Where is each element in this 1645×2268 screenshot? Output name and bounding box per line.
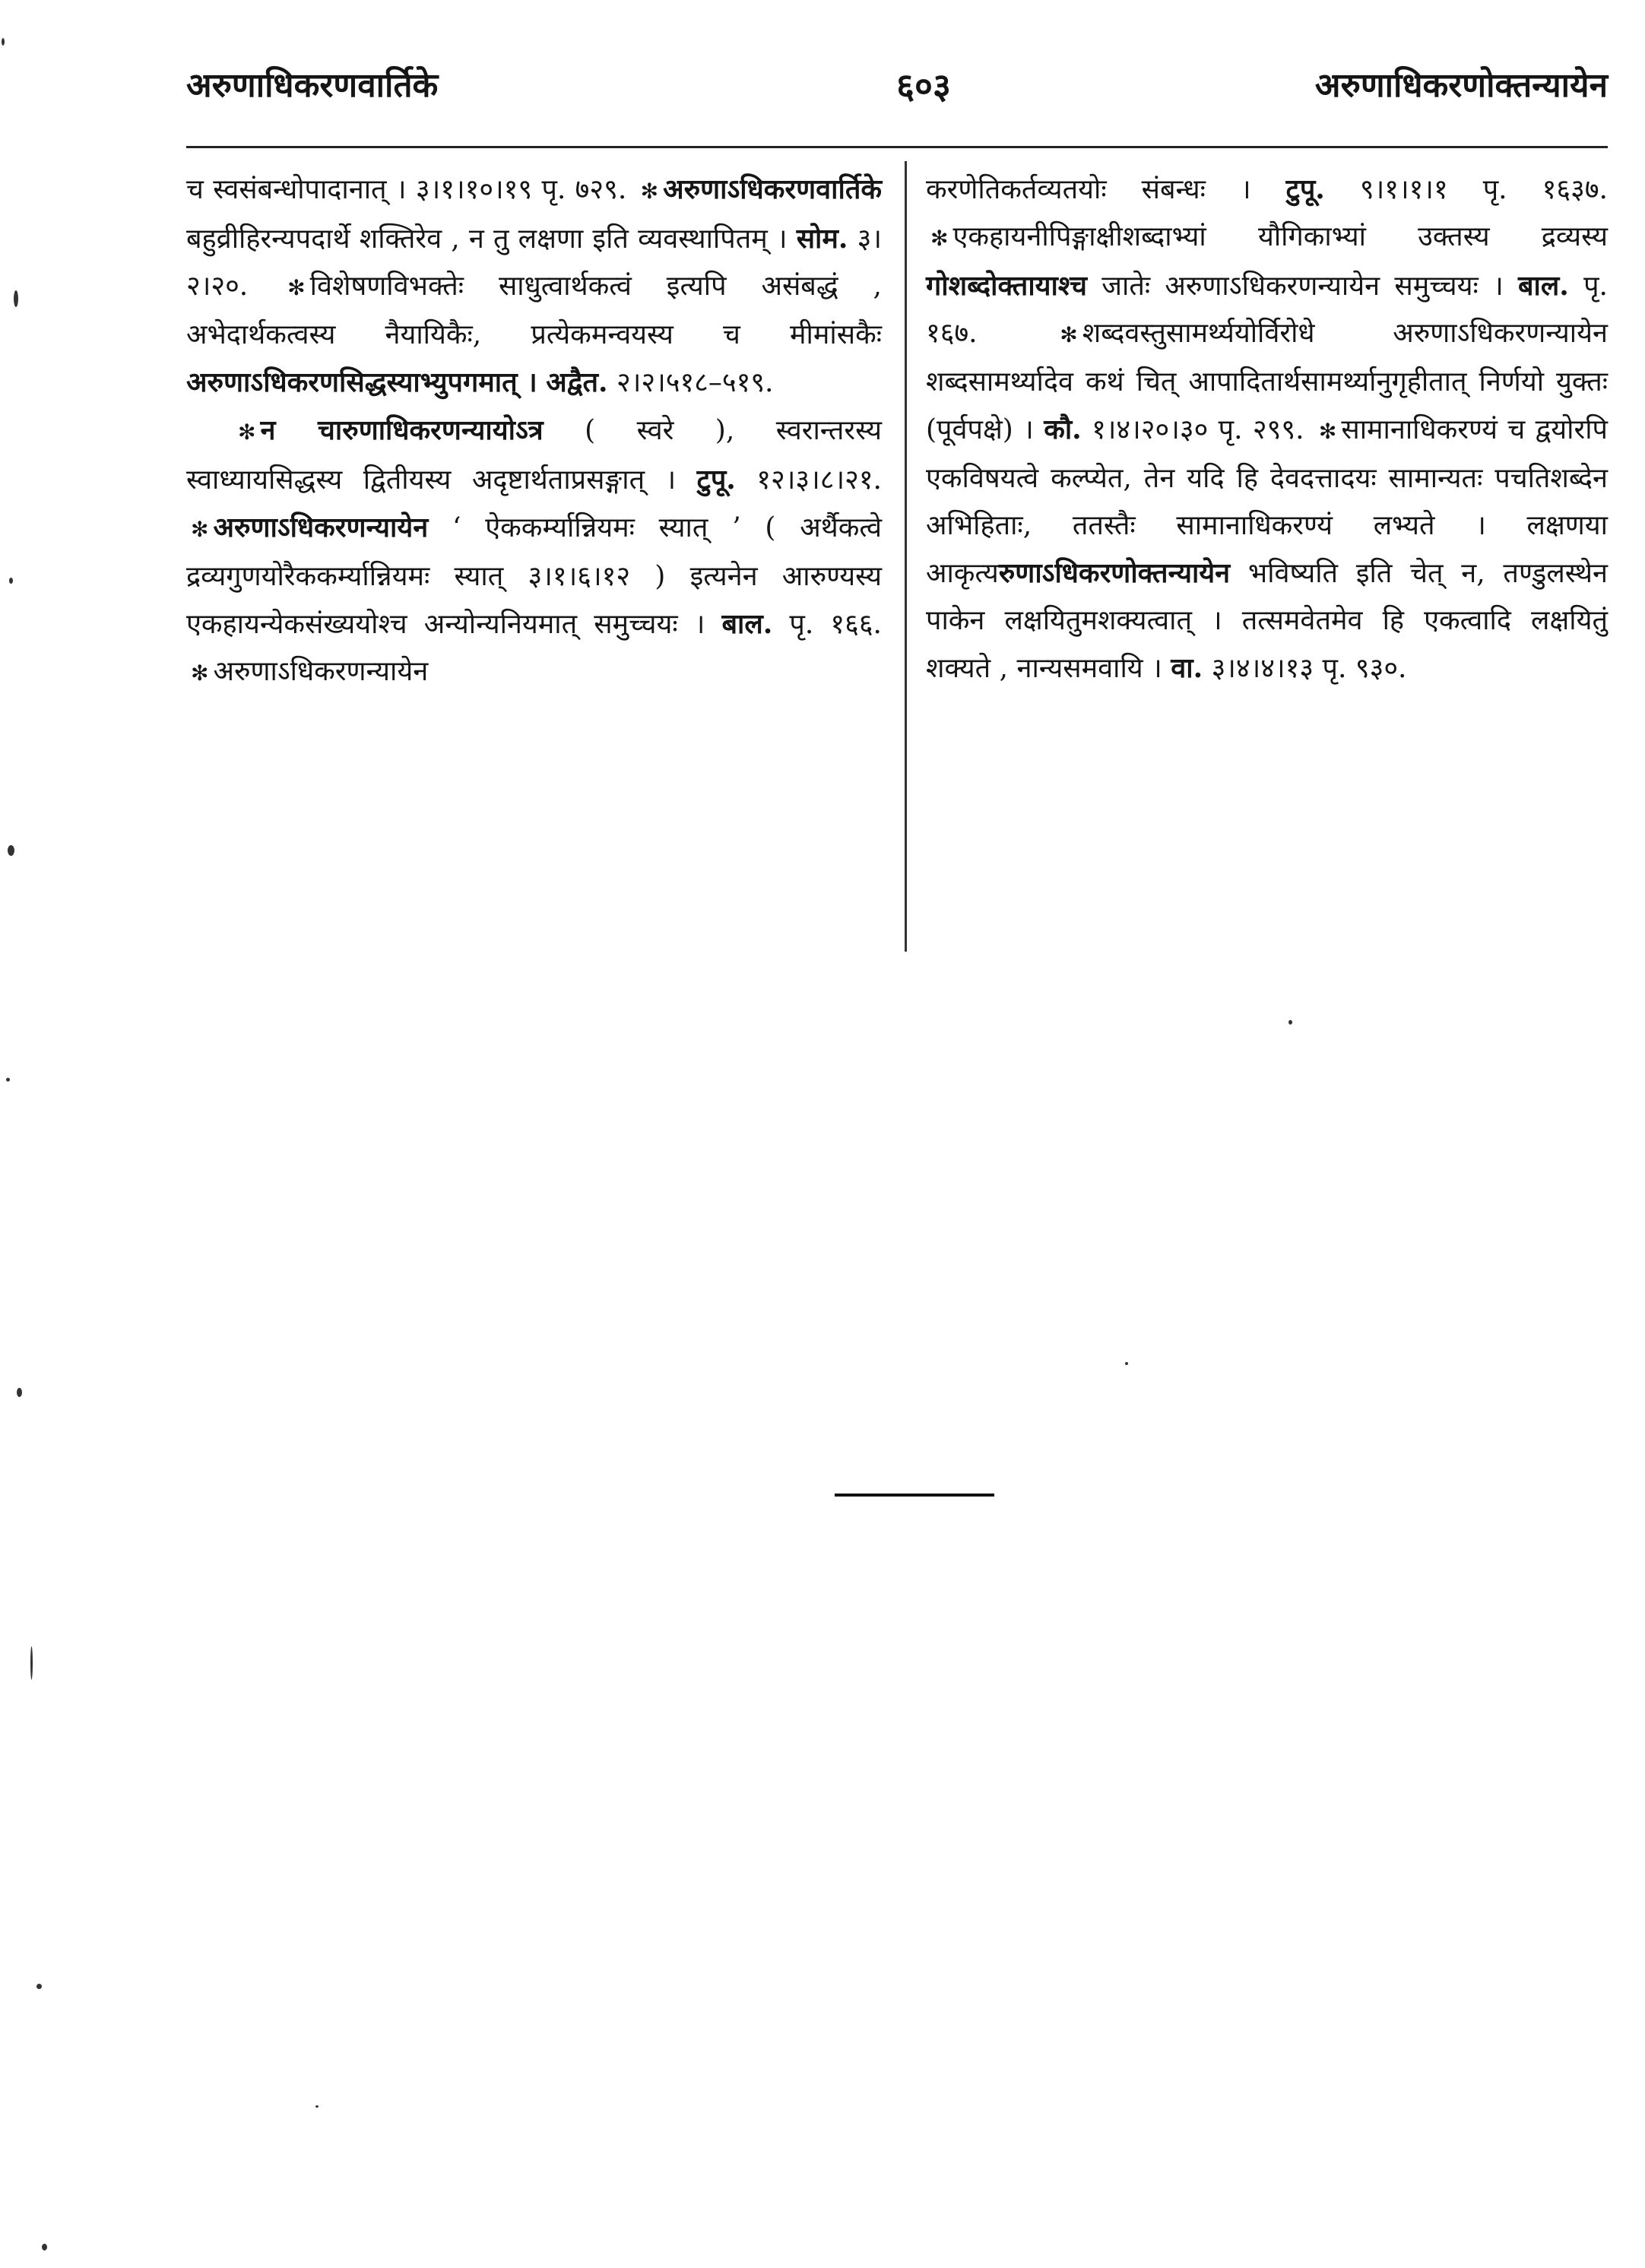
scan-speck — [8, 845, 14, 856]
text-segment: ‘ ऐककर्म्यान्नियमः स्यात् ’ ( अर्थैकत्वे द्रव्यगुणयोरैककर्म्यान्नियमः स्यात् ३।१।६।१२ ) इत्यनेन आरुण्यस्य एकहायन्येकसंख्ययोश्च अन्योन्यनियमात् समुच्चयः । — [186, 512, 882, 640]
scan-speck — [2, 38, 5, 46]
text-segment: भविष्यति इति चेत् न, तण्डुलस्थेन पाकेन लक्षयितुमशक्यत्वात् । तत्समवेतमेव हि एकत्वादि लक्षयितुं शक्यते , नान्यसमवायि । — [926, 558, 1608, 684]
source-abbrev: सोम. — [796, 223, 848, 255]
text-segment: च स्वसंबन्धोपादानात् । ३।१।१०।१९ पृ. ७२९. — [186, 174, 627, 205]
header-left-title: अरुणाधिकरणवार्तिके — [186, 66, 439, 105]
header-rule — [186, 146, 1608, 148]
asterism-icon: ✻ — [287, 275, 306, 300]
text-segment: एकहायनीपिङ्गाक्षीशब्दाभ्यां यौगिकाभ्यां उक्तस्य द्रव्यस्य — [952, 221, 1608, 252]
source-abbrev: टुपू. — [1285, 173, 1325, 205]
scan-speck — [14, 290, 18, 307]
scan-speck — [36, 1984, 42, 1989]
scan-speck — [30, 1646, 33, 1680]
scan-speck — [1288, 1020, 1292, 1025]
text-segment: ( स्वरे ), स्वरान्तरस्य स्वाध्यायसिद्धस्य द्वितीयस्य अदृष्टार्थताप्रसङ्गात् । — [186, 415, 882, 496]
text-segment: सामानाधिकरण्यं च द्वयोरपि एकविषयत्वे कल्प्येत, तेन यदि हि देवदत्तादयः सामान्यतः पचतिशब्देन अभिहिताः, ततस्तैः सामानाधिकरण्यं लभ्यते । लक्षणया आकृत्य — [926, 414, 1608, 589]
text-segment: अरुणाऽधिकरणन्यायेन — [213, 656, 429, 687]
left-paragraph-2 — [186, 407, 882, 697]
asterism-icon: ✻ — [191, 517, 209, 542]
text-segment: शब्दवस्तुसामर्थ्ययोर्विरोधे अरुणाऽधिकरणन्यायेन शब्दसामर्थ्यादेव कथं चित् आपादितार्थसामर्थ्यानुगृहीतात् निर्णयो युक्तः (पूर्वपक्षे) । — [926, 318, 1608, 445]
bold-term: अरुणाऽधिकरणवार्तिके — [663, 173, 882, 205]
bold-term: रुणाऽधिकरणोक्तन्यायेन — [998, 557, 1231, 589]
asterism-icon: ✻ — [930, 226, 949, 251]
right-column — [926, 166, 1608, 692]
page-number: ६०३ — [896, 65, 951, 106]
bold-term: अरुणाऽधिकरणन्यायेन — [213, 512, 429, 543]
source-abbrev: बाल. — [1518, 270, 1569, 302]
source-abbrev: बाल. — [721, 608, 773, 640]
left-paragraph-1 — [186, 166, 882, 407]
citation: १।४।२०।३० पृ. २९९. — [1092, 414, 1304, 445]
running-head — [186, 59, 1608, 120]
asterism-icon: ✻ — [1060, 322, 1078, 347]
citation: १२।३।८।२१. — [756, 464, 882, 496]
left-column — [186, 166, 882, 697]
citation: पृ. १६६. — [789, 609, 882, 640]
text-segment: करणेतिकर्तव्यतयोः संबन्धः । — [926, 174, 1251, 205]
citation: ३।४।४।१३ पृ. ९३०. — [1211, 653, 1407, 684]
asterism-icon: ✻ — [191, 660, 209, 686]
citation: २।२।५१८–५१९. — [616, 367, 774, 398]
bold-term: गोशब्दोक्तायाश्च — [926, 270, 1088, 302]
scan-speck — [17, 1388, 22, 1397]
bold-term: न चारुणाधिकरणन्यायोऽत्र — [260, 414, 544, 446]
column-divider — [905, 161, 907, 952]
scan-speck — [6, 1078, 10, 1082]
citation: पृ. १६७. — [926, 271, 1608, 349]
right-paragraph-1 — [926, 166, 1608, 692]
text-segment: विशेषणविभक्तेः साधुत्वार्थकत्वं इत्यपि असंबद्धं , अभेदार्थकत्वस्य नैयायिकैः, प्रत्येकमन्वयस्य च मीमांसकैः — [186, 271, 882, 350]
asterism-icon: ✻ — [1318, 419, 1337, 444]
scan-speck — [315, 2105, 319, 2108]
asterism-icon: ✻ — [238, 420, 256, 445]
scan-speck — [9, 578, 13, 584]
citation: ९।१।१।१ पृ. १६३७. — [1359, 174, 1608, 205]
source-abbrev: टुपू. — [696, 464, 736, 496]
source-abbrev: अद्वैत. — [546, 366, 608, 398]
scan-speck — [1125, 1362, 1128, 1365]
citation: ३।२।२०. — [186, 223, 882, 302]
source-abbrev: कौ. — [1044, 413, 1082, 445]
section-end-rule — [835, 1494, 994, 1497]
text-segment: जातेः अरुणाऽधिकरणन्यायेन समुच्चयः । — [1101, 271, 1504, 302]
scan-speck — [42, 2244, 47, 2251]
header-right-title: अरुणाधिकरणोक्तन्यायेन — [1314, 66, 1608, 105]
bold-term: अरुणाऽधिकरणसिद्धस्याभ्युपगमात् । — [186, 366, 537, 398]
source-abbrev: वा. — [1171, 652, 1203, 684]
text-segment: बहुव्रीहिरन्यपदार्थे शक्तिरेव , न तु लक्षणा इति व्यवस्थापितम् । — [186, 223, 788, 255]
asterism-icon: ✻ — [640, 179, 659, 204]
